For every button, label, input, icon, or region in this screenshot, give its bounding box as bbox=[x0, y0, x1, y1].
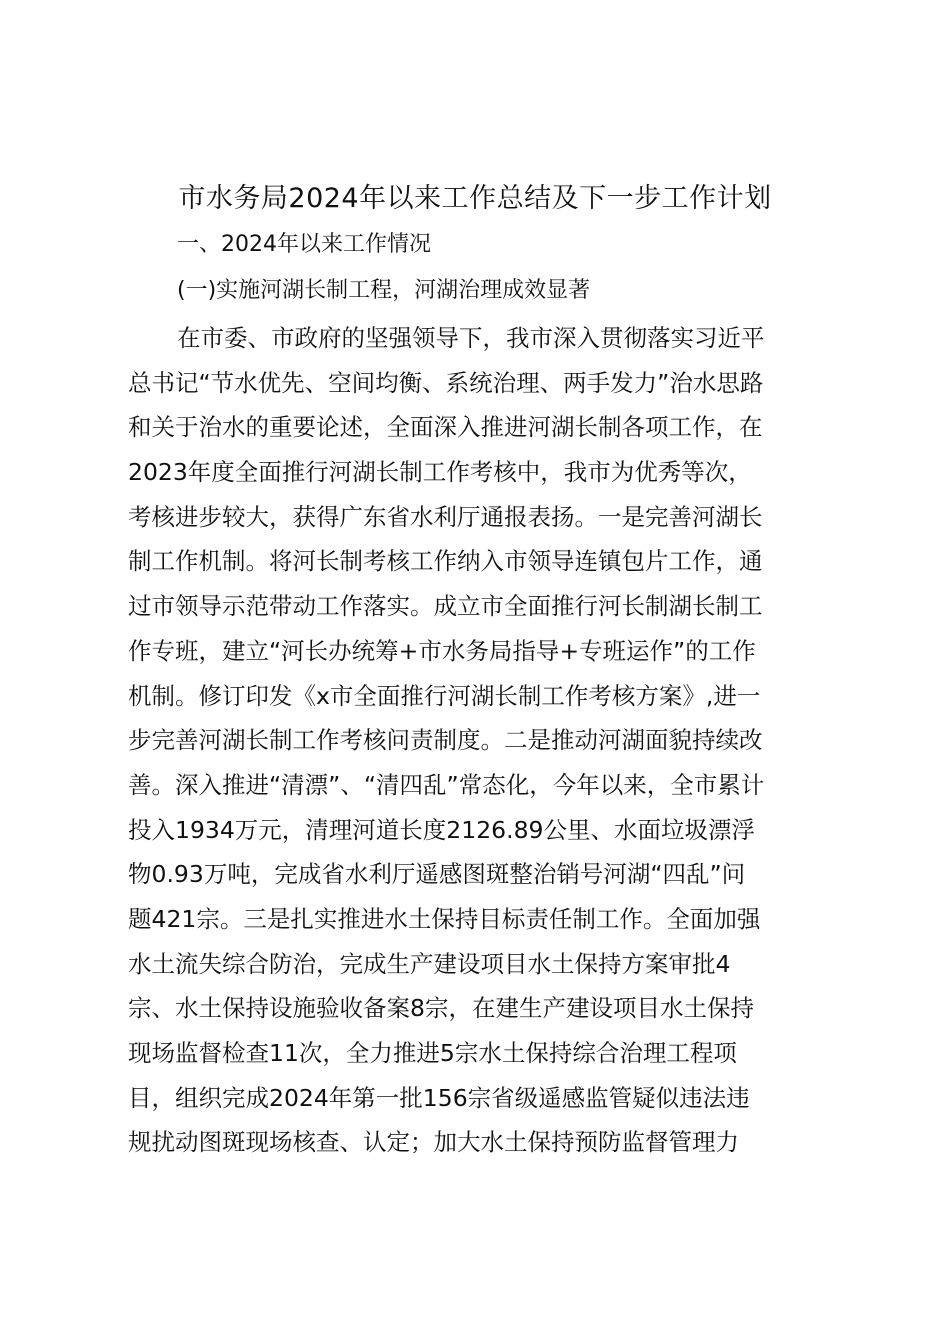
body-line: 善。深入推进“清漂”、“清四乱”常态化，今年以来，全市累计 bbox=[128, 770, 765, 799]
section-heading: 一、2024年以来工作情况 bbox=[177, 232, 431, 257]
body-line: 步完善河湖长制工作考核问责制度。二是推动河湖面貌持续改 bbox=[128, 726, 763, 755]
body-line: 考核进步较大，获得广东省水利厅通报表扬。一是完善河湖长 bbox=[128, 502, 763, 531]
body-line: 和关于治水的重要论述，全面深入推进河湖长制各项工作，在 bbox=[128, 413, 763, 442]
body-line: 总书记“节水优先、空间均衡、系统治理、两手发力”治水思路 bbox=[128, 368, 764, 397]
body-line: 机制。修订印发《x市全面推行河湖长制工作考核方案》,进一 bbox=[128, 681, 761, 710]
body-line: 在市委、市政府的坚强领导下，我市深入贯彻落实习近平 bbox=[177, 324, 765, 352]
body-line: 宗、水土保持设施验收备案8宗，在建生产建设项目水土保持 bbox=[128, 994, 754, 1023]
body-line: 题421宗。三是扎实推进水土保持目标责任制工作。全面加强 bbox=[128, 904, 761, 933]
body-line: 2023年度全面推行河湖长制工作考核中，我市为优秀等次， bbox=[128, 458, 752, 487]
body-line: 物0.93万吨，完成省水利厅遥感图斑整治销号河湖“四乱”问 bbox=[128, 860, 746, 889]
body-line: 目，组织完成2024年第一批156宗省级遥感监管疑似违法违 bbox=[128, 1083, 750, 1112]
body-line: 制工作机制。将河长制考核工作纳入市领导连镇包片工作，通 bbox=[128, 547, 763, 576]
body-line: 投入1934万元，清理河道长度2126.89公里、水面垃圾漂浮 bbox=[128, 815, 755, 844]
body-line: 作专班，建立“河长办统筹+市水务局指导+专班运作”的工作 bbox=[128, 636, 756, 665]
sub-heading: (一)实施河湖长制工程，河湖治理成效显著 bbox=[177, 278, 591, 303]
body-paragraph bbox=[128, 316, 828, 1165]
body-line: 现场监督检查11次，全力推进5宗水土保持综合治理工程项 bbox=[128, 1039, 737, 1067]
document-title: 市水务局2024年以来工作总结及下一步工作计划 bbox=[178, 183, 772, 214]
body-line: 过市领导示范带动工作落实。成立市全面推行河长制湖长制工 bbox=[128, 592, 763, 621]
body-line: 规扰动图斑现场核查、认定；加大水土保持预防监督管理力 bbox=[128, 1128, 739, 1157]
body-line: 水土流失综合防治，完成生产建设项目水土保持方案审批4 bbox=[128, 949, 731, 978]
